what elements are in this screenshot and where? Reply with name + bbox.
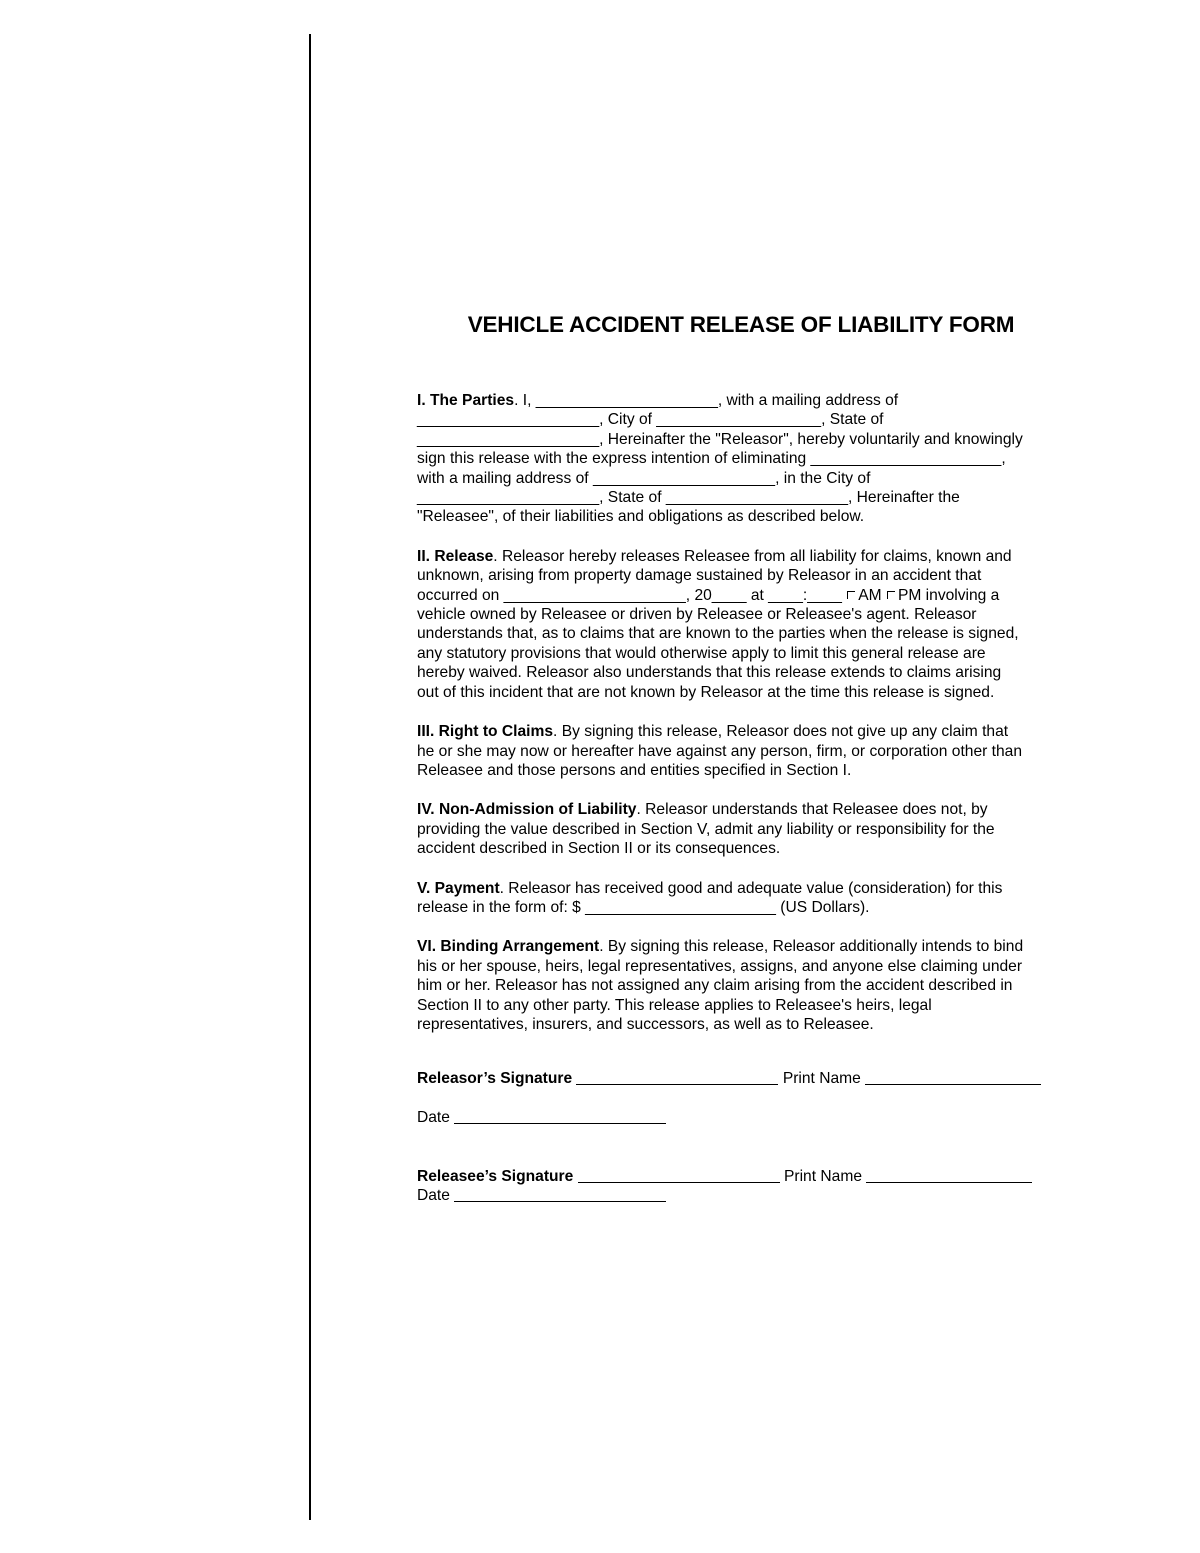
left-margin-rule (309, 34, 311, 1520)
section-heading: VI. Binding Arrangement (417, 938, 600, 956)
section-release (417, 547, 1072, 702)
am-checkbox-label: AM (858, 586, 882, 604)
pm-checkbox[interactable] (887, 591, 895, 599)
document-body (417, 391, 1072, 1054)
section-line: sign this release with the express intention of eliminating ______________________, (417, 450, 1006, 468)
section-heading: I. The Parties (417, 392, 515, 409)
section-line: IV. Non-Admission of Liability. Releasor understands that Releasee does not, by (417, 801, 988, 819)
section-line: Section II to any other party. This release applies to Releasee's heirs, legal (417, 996, 932, 1014)
releasor-signature-field[interactable] (576, 1070, 778, 1085)
section-heading: IV. Non-Admission of Liability (417, 801, 637, 819)
releasee-date-field[interactable] (454, 1187, 666, 1202)
section-payment (417, 879, 1072, 918)
section-line: I. The Parties. I, _____________________, with a mailing address of (417, 392, 899, 409)
releasor-signature-label: Releasor’s Signature (417, 1070, 573, 1087)
section-line: unknown, arising from property damage sustained by Releasor in an accident that (417, 567, 982, 585)
document-title: VEHICLE ACCIDENT RELEASE OF LIABILITY FORM (467, 312, 1015, 337)
releasor-print-name-field[interactable] (865, 1070, 1041, 1085)
releasee-signature-field[interactable] (578, 1168, 780, 1183)
section-line: II. Release. Releasor hereby releases Releasee from all liability for claims, known and (417, 547, 1012, 565)
section-line: his or her spouse, heirs, legal representatives, assigns, and anyone else claiming under (417, 957, 1023, 975)
section-line: hereby waived. Releasor also understands that this release extends to claims arising (417, 664, 1002, 682)
releasor-date-label: Date (417, 1109, 450, 1126)
section-binding-arrangement (417, 937, 1072, 1034)
section-line: "Releasee", of their liabilities and obligations as described below. (417, 508, 865, 526)
section-heading: II. Release (417, 547, 494, 565)
section-line: he or she may now or hereafter have against any person, firm, or corporation other than (417, 742, 1023, 760)
section-non-admission (417, 800, 1072, 858)
section-line: _____________________, Hereinafter the "Releasor", hereby voluntarily and knowingly (417, 430, 1023, 448)
releasee-signature-row (417, 1167, 1032, 1186)
section-line: III. Right to Claims. By signing this release, Releasor does not give up any claim that (417, 723, 1009, 741)
releasor-date-row (417, 1108, 666, 1127)
releasee-print-name-field[interactable] (866, 1168, 1032, 1183)
section-line: accident described in Section II or its consequences. (417, 840, 781, 858)
releasor-date-field[interactable] (454, 1109, 666, 1124)
section-line: VI. Binding Arrangement. By signing this release, Releasor additionally intends to bind (417, 938, 1024, 956)
section-line: providing the value described in Section V, admit any liability or responsibility for the (417, 820, 995, 838)
section-line: with a mailing address of _____________________, in the City of (417, 469, 871, 487)
releasor-print-name-label: Print Name (782, 1070, 861, 1087)
section-line: _____________________, City of ___________________, State of (417, 411, 884, 429)
section-line: out of this incident that are not known by Releasor at the time this release is signed. (417, 683, 995, 701)
section-line: any statutory provisions that would otherwise apply to limit this general release are (417, 644, 986, 662)
section-right-to-claims (417, 722, 1072, 780)
am-checkbox[interactable] (847, 591, 855, 599)
section-line: representatives, insurers, and successors, as well as to Releasee. (417, 1015, 874, 1033)
section-line: release in the form of: $ ______________________ (US Dollars). (417, 898, 870, 916)
section-line: vehicle owned by Releasee or driven by Releasee or Releasee's agent. Releasor (417, 606, 977, 624)
releasee-date-label: Date (417, 1187, 450, 1204)
section-line: Releasee and those persons and entities specified in Section I. (417, 761, 852, 779)
section-line: him or her. Releasor has not assigned any claim arising from the accident described in (417, 977, 1013, 995)
section-parties (417, 391, 1072, 527)
section-line: occurred on _____________________, 20____ at ____:____ AM PM involving a (417, 586, 1000, 604)
section-line: understands that, as to claims that are known to the parties when the release is signed, (417, 625, 1019, 643)
section-line: V. Payment. Releasor has received good and adequate value (consideration) for this (417, 879, 1003, 897)
section-line: _____________________, State of _____________________, Hereinafter the (417, 489, 960, 507)
releasor-signature-row (417, 1069, 1041, 1088)
releasee-print-name-label: Print Name (784, 1168, 862, 1185)
section-heading: V. Payment (417, 879, 500, 897)
pm-checkbox-label: PM involving a (897, 586, 1000, 604)
section-heading: III. Right to Claims (417, 723, 554, 741)
releasee-signature-label: Releasee’s Signature (417, 1168, 574, 1185)
releasee-date-row (417, 1186, 666, 1205)
